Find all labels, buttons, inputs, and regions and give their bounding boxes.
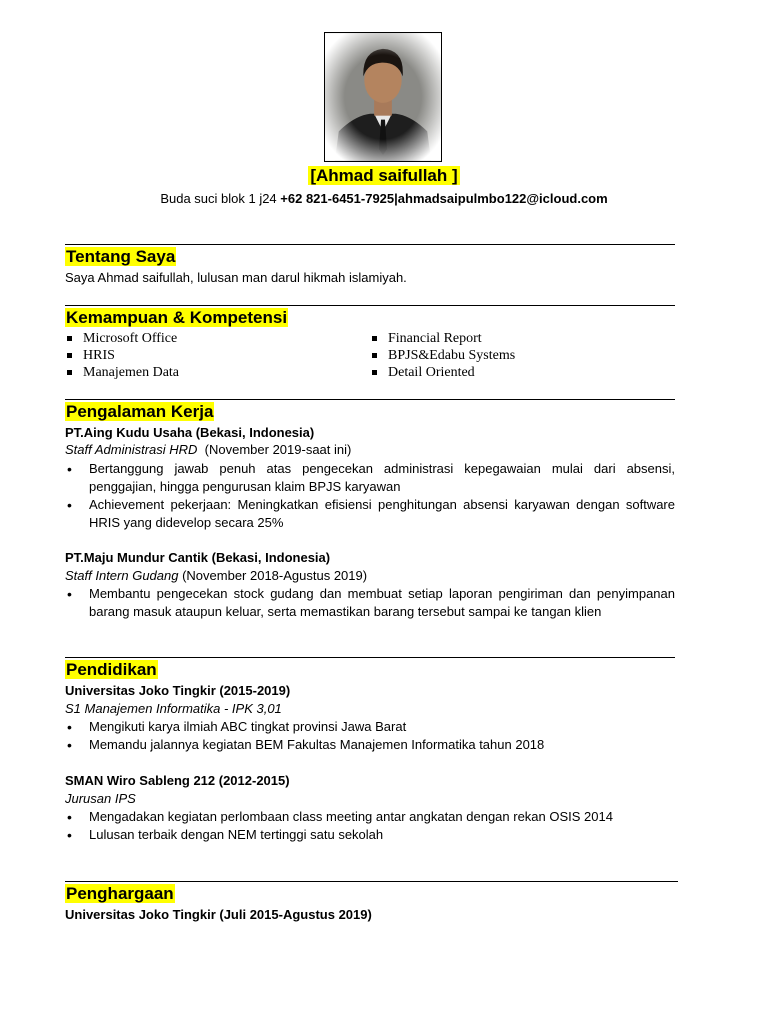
list-item: • Bertanggung jawab penuh atas pengecekan administrasi kepegawaian mulai dari absensi, penggajian, hingga pengurusan klaim BPJS karyawan: [65, 460, 675, 496]
contact-separator: |: [394, 191, 398, 206]
contact-line: [0, 191, 768, 206]
list-item: • Memandu jalannya kegiatan BEM Fakultas Manajemen Informatika tahun 2018: [65, 736, 675, 754]
job-bullets: [65, 585, 675, 621]
section-title-education: [65, 660, 158, 680]
skill-item: Manajemen Data: [65, 364, 370, 381]
phone-text: +62 821-6451-7925: [280, 191, 395, 206]
address-text: Buda suci blok 1 j24: [160, 191, 281, 206]
profile-photo: [324, 32, 442, 162]
list-item: • Achievement pekerjaan: Meningkatkan efisiensi penghitungan absensi karyawan dengan software HRIS yang didevelop secara 25%: [65, 496, 675, 532]
job-period: (November 2019-saat ini): [197, 442, 352, 457]
job-role: Staff Administrasi HRD: [65, 442, 198, 457]
school-bullets: [65, 808, 675, 844]
school-name: Universitas Joko Tingkir (2015-2019): [65, 683, 291, 698]
skills-column-left: [65, 330, 370, 381]
divider-experience: [65, 399, 675, 400]
list-item: • Mengikuti karya ilmiah ABC tingkat provinsi Jawa Barat: [65, 718, 675, 736]
job-role-line: [65, 441, 675, 459]
section-title-skills-text: Kemampuan & Kompetensi: [66, 308, 288, 327]
about-text: Saya Ahmad saifullah, lulusan man darul hikmah islamiyah.: [65, 270, 407, 285]
profile-photo-image: [325, 33, 441, 161]
skills-list: [65, 330, 675, 381]
skill-item: Microsoft Office: [65, 330, 370, 347]
section-title-experience-text: Pengalaman Kerja: [66, 402, 214, 421]
skill-item: Financial Report: [370, 330, 675, 347]
header-name-line: [0, 166, 768, 186]
skill-item: HRIS: [65, 347, 370, 364]
divider-skills: [65, 305, 675, 306]
job-period: (November 2018-Agustus 2019): [178, 568, 368, 583]
skill-item: Detail Oriented: [370, 364, 675, 381]
section-title-about-text: Tentang Saya: [66, 247, 176, 266]
list-item: • Lulusan terbaik dengan NEM tertinggi satu sekolah: [65, 826, 675, 844]
school-major: S1 Manajemen Informatika - IPK 3,01: [65, 701, 282, 716]
section-title-awards: [65, 884, 175, 904]
job-company: PT.Aing Kudu Usaha (Bekasi, Indonesia): [65, 425, 315, 440]
section-title-education-text: Pendidikan: [66, 660, 157, 679]
school-bullets: [65, 718, 675, 754]
award-item: Universitas Joko Tingkir (Juli 2015-Agustus 2019): [65, 907, 372, 922]
list-item: • Membantu pengecekan stock gudang dan membuat setiap laporan pengiriman dan penyimpanan barang masuk ataupun keluar, serta memastikan barang tersebut sampai ke tangan klien: [65, 585, 675, 621]
job-company: PT.Maju Mundur Cantik (Bekasi, Indonesia): [65, 550, 331, 565]
job-role: Staff Intern Gudang: [65, 568, 179, 583]
section-title-skills: [65, 308, 288, 328]
section-title-about: [65, 247, 176, 267]
section-title-awards-text: Penghargaan: [66, 884, 174, 903]
school-major: Jurusan IPS: [65, 791, 136, 806]
divider-education: [65, 657, 675, 658]
skills-column-right: [370, 330, 675, 381]
job-bullets: [65, 460, 675, 532]
school-name: SMAN Wiro Sableng 212 (2012-2015): [65, 773, 290, 788]
list-item: • Mengadakan kegiatan perlombaan class meeting antar angkatan dengan rekan OSIS 2014: [65, 808, 675, 826]
skill-item: BPJS&Edabu Systems: [370, 347, 675, 364]
email-text: ahmadsaipulmbo122@icloud.com: [397, 191, 608, 206]
divider-awards: [65, 881, 678, 882]
divider-about: [65, 244, 675, 245]
job-role-line: [65, 567, 675, 585]
candidate-name: [Ahmad saifullah ]: [310, 166, 458, 185]
section-title-experience: [65, 402, 214, 422]
